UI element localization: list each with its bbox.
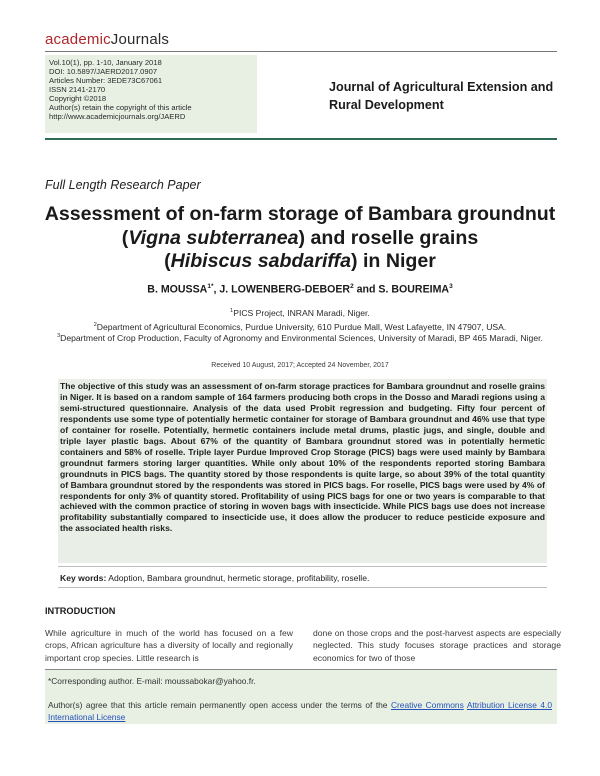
logo-journals: Journals — [110, 31, 170, 48]
journal-name-line2: Rural Development — [329, 98, 444, 112]
intro-column-1: While agriculture in much of the world has focused on a few crops, African agriculture has a diversity of locally and regionally important crop species. Little research is — [45, 628, 293, 663]
keywords-label: Key words: — [60, 573, 107, 583]
paper-type: Full Length Research Paper — [45, 178, 201, 192]
scientific-name-vigna: Vigna subterranea — [128, 226, 299, 249]
author-list: B. $MOUSSA^{1*}$, J. LOWENBERG-DEBOER$^2$ and S. BOUREIMA$^3$ — [147, 283, 453, 296]
title-line2: (Vigna subterranea) and roselle grains — [121, 226, 479, 249]
keywords-divider — [58, 587, 547, 588]
received-accepted-dates: Received 10 August, 2017; Accepted 24 November, 2017 — [211, 362, 389, 369]
affiliation-2: $^2$Department of Agricultural Economics, Purdue University, 610 Purdue Mall, West Lafayette, IN 47907, USA. — [93, 321, 507, 332]
meta-doi: DOI: 10.5897/JAERD2017.0907 — [49, 67, 158, 77]
journal-name-line1: Journal of Agricultural Extension and — [329, 80, 554, 94]
meta-url[interactable]: http://www.academicjournals.org/JAERD — [49, 112, 186, 122]
meta-rights: Author(s) retain the copyright of this article — [49, 103, 192, 113]
author-lowenberg-deboer: J. LOWENBERG-DEBOER — [219, 283, 351, 296]
journal-name — [329, 78, 569, 114]
abstract-divider — [58, 566, 547, 567]
green-divider — [45, 138, 557, 140]
meta-copyright: Copyright ©2018 — [49, 94, 107, 104]
meta-volume: Vol.10(1), pp. 1-10, January 2018 — [49, 58, 162, 67]
license-link-creative-commons[interactable]: Creative Commons — [390, 700, 464, 710]
title-line1: Assessment of on-farm storage of Bambara groundnut — [44, 203, 556, 225]
abstract-text: The objective of this study was an assessment of on-farm storage practices for Bambara groundnut and roselle grains in Niger. It is based on a random sample of 164 farmers producing both crops in the Dosso and Maradi regions using a semi-structured questionnaire. Analysis of the data used Probit regression and budgeting. Fifty four percent of respondents use some type of potentially hermetic container for storage of Bambara groundnut and 46% use that type of container for roselle. Potentially, hermetic containers include metal drums, plastic jugs, and single, double and triple layer plastic bags. About 67% of the quantity of Bambara groundnut stored was in potentially hermetic containers and 58% of roselle. Triple layer Purdue Improved Crop Storage (PICS) bags were used mainly by Bambara groundnut farmers storing larger quantities. While only about 10% of the respondents reported storing Bambara groundnuts in PICS bags. The quantity stored by those respondents is quite large, so about 39% of the total quantity of Bambara groundnut stored by the respondents was stored in PICS bags. For roselle, PICS bags were used by 4% of respondents for only 3% of quantity stored. Profitability of using PICS bags for one or two years is comparable to that achieved with the common practice of storing in woven bags with insecticide. While PICS bags use does not increase profitability substantially compared to insecticide use, it does allow the producer to reduce pesticide exposure and the associated health risks. — [60, 381, 545, 534]
keywords-list: Adoption, Bambara groundnut, hermetic storage, profitability, roselle. — [108, 573, 370, 583]
header-divider — [45, 51, 557, 52]
logo-academic: academic — [45, 31, 111, 48]
abstract-box — [58, 379, 547, 563]
author-boureima: S. BOUREIMA — [378, 283, 450, 296]
section-heading-introduction: INTRODUCTION — [45, 606, 116, 616]
intro-column-2: done on those crops and the post-harvest aspects are especially neglected. This study focuses storage practices and storage economics for two of those — [313, 628, 561, 663]
license-link-attribution[interactable]: Attribution License 4.0 International License — [48, 700, 552, 722]
scientific-name-hibiscus: Hibiscus sabdariffa — [170, 250, 351, 272]
affiliation-1: $^1$PICS Project, INRAN Maradi, Niger. — [230, 307, 370, 318]
paper-title — [20, 203, 580, 274]
meta-issn: ISSN 2141-2170 — [49, 85, 106, 95]
affiliation-3: $^3$Department of Crop Production, Faculty of Agronomy and Environmental Sciences, University of Maradi, BP 465 Maradi, Niger. — [57, 332, 543, 343]
meta-article-number: Articles Number: 3EDE73C67061 — [49, 76, 163, 86]
corresponding-author: *Corresponding author. E-mail: moussabokar@yahoo.fr. — [48, 676, 256, 686]
article-meta-box — [45, 55, 257, 133]
keywords — [60, 573, 550, 583]
author-moussa: B. MOUSSA — [147, 283, 208, 296]
license-note: Author(s) agree that this article remain permanently open access under the terms of the Creative Commons Attribution License 4.0 International License — [48, 700, 552, 722]
publisher-logo — [45, 31, 169, 48]
title-line3: (Hibiscus sabdariffa) in Niger — [164, 250, 436, 272]
